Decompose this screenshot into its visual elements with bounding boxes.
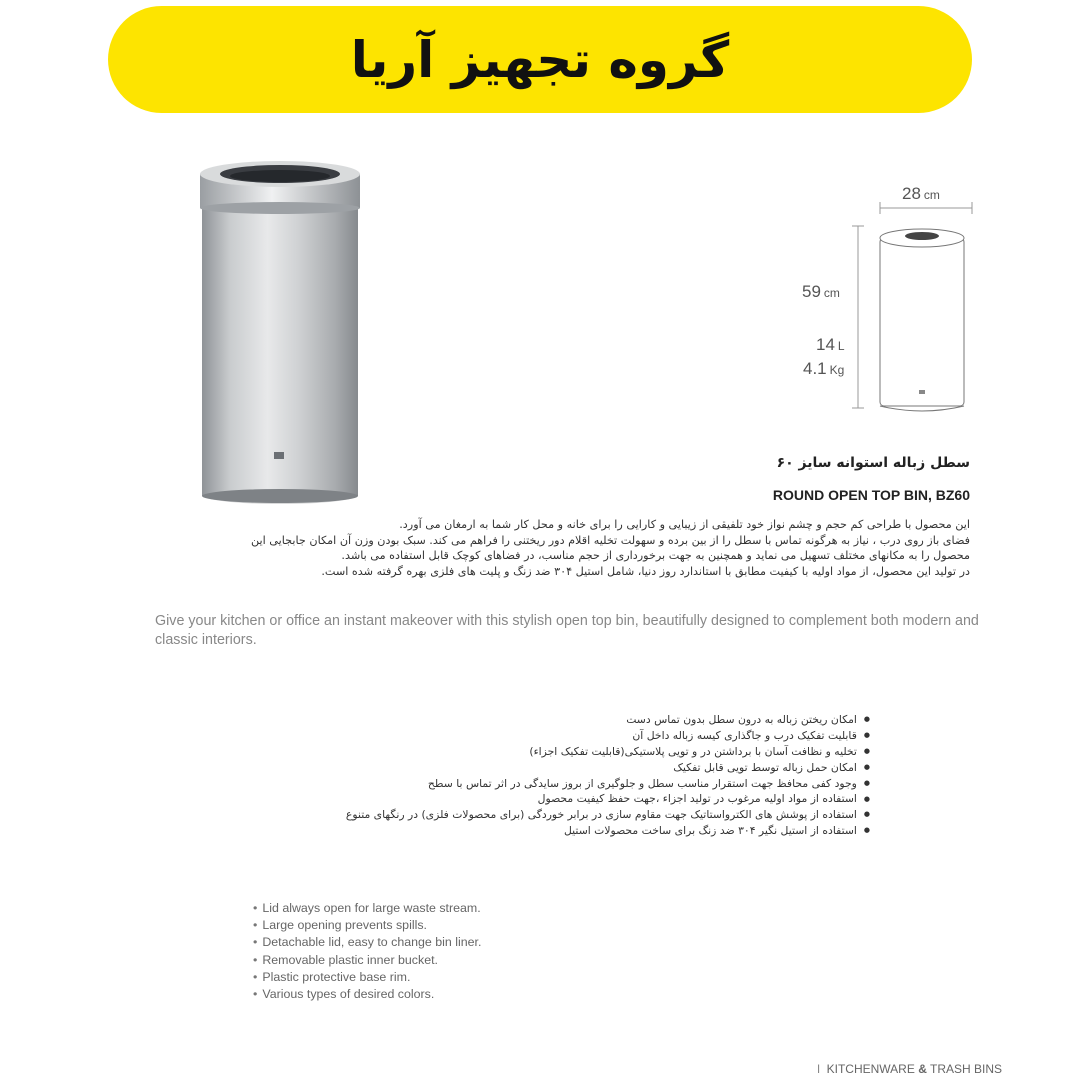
description-fa-line: فضای باز روی درب ، نیاز به هرگونه تماس با سطل را از بین برده و سهولت تخلیه اقلام دور ریختنی را فراهم می کند. سبک بودن وزن آن امکان جابجایی این: [251, 533, 970, 547]
description-fa-line: این محصول با طراحی کم حجم و چشم نواز خود تلفیقی از زیبایی و کارایی را برای خانه و محل کار شما به ارمغان می آورد.: [399, 518, 970, 531]
feature-fa-item: ● امکان ریختن زباله به درون سطل بدون تماس دست: [230, 712, 870, 728]
features-fa-list: [230, 712, 870, 839]
header-banner: [108, 6, 972, 113]
weight-label: 4.1 Kg: [803, 359, 845, 378]
description-fa-line: محصول را به مکانهای مختلف تسهیل می نماید و همچنین به جهت برخورداری از حجم مناسب، در فضاهای کوچک قابل استفاده می باشد.: [341, 549, 970, 562]
footer-text-a: KITCHENWARE: [826, 1062, 915, 1076]
feature-en-item: • Removable plastic inner bucket.: [253, 952, 481, 969]
height-label: 59 cm: [802, 282, 840, 301]
feature-fa-item: ● استفاده از پوشش های الکترواستاتیک جهت مقاوم سازی در برابر خوردگی (برای محصولات فلزی) در رنگهای متنوع: [230, 807, 870, 823]
feature-fa-item: ● قابلیت تفکیک درب و جاگذاری کیسه زباله داخل آن: [230, 728, 870, 744]
footer-bar: I: [816, 1062, 821, 1076]
feature-fa-item: ● استفاده از مواد اولیه مرغوب در تولید اجزاء ،جهت حفظ کیفیت محصول: [230, 791, 870, 807]
feature-fa-item: ● امکان حمل زباله توسط تویی قابل تفکیک: [230, 760, 870, 776]
feature-en-item: • Detachable lid, easy to change bin liner.: [253, 934, 481, 951]
feature-fa-item: ● استفاده از استیل نگیر ۳۰۴ ضد زنگ برای ساخت محصولات استیل: [230, 823, 870, 839]
description-fa: [140, 517, 970, 579]
footer-amp: &: [918, 1062, 927, 1076]
width-label: 28 cm: [902, 184, 940, 203]
footer-text-b: TRASH BINS: [929, 1062, 1002, 1076]
trash-bin-photo: [198, 160, 363, 505]
feature-fa-item: ● وجود کفی محافظ جهت استقرار مناسب سطل و جلوگیری از بروز سایدگی در اثر تماس با سطح: [230, 776, 870, 792]
description-fa-line: در تولید این محصول، از مواد اولیه با کیفیت مطابق با استاندارد روز دنیا، شامل استیل ۳۰۴ ضد زنگ و پلیت های فلزی بهره گرفته شده است.: [321, 564, 970, 578]
footer-category: [817, 1062, 1002, 1076]
feature-en-item: • Lid always open for large waste stream.: [253, 900, 481, 917]
volume-label: 14 L: [816, 335, 845, 354]
feature-en-item: • Various types of desired colors.: [253, 986, 481, 1003]
product-name-fa: سطل زباله استوانه سایز ۶۰: [776, 455, 970, 471]
product-name-en: ROUND OPEN TOP BIN, BZ60: [772, 487, 970, 503]
description-en: Give your kitchen or office an instant makeover with this stylish open top bin, beautifully designed to complement both modern and classic interiors.: [155, 613, 979, 648]
features-en-list: [253, 900, 481, 1003]
feature-en-item: • Large opening prevents spills.: [253, 917, 481, 934]
feature-fa-item: ● تخلیه و نظافت آسان با برداشتن در و تویی پلاستیکی(قابلیت تفکیک اجزاء): [230, 744, 870, 760]
company-title: گروه تجهیز آریا: [350, 30, 730, 89]
feature-en-item: • Plastic protective base rim.: [253, 969, 481, 986]
